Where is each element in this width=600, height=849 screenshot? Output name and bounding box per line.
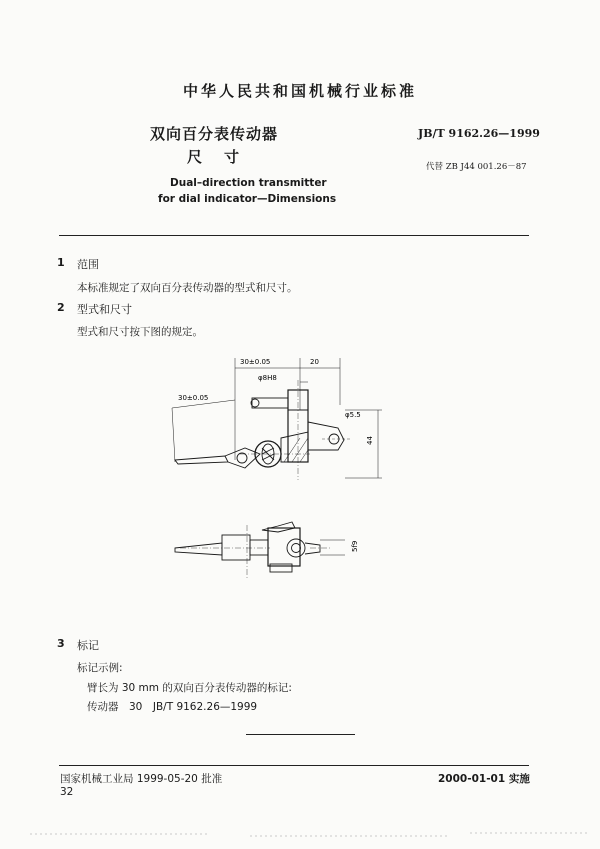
marking-example-label: 标记示例:: [77, 662, 123, 674]
scan-noise: [30, 830, 590, 840]
header-rule: [59, 235, 529, 236]
dim-side-label: 5f9: [351, 540, 359, 552]
footer-rule: [59, 765, 529, 766]
dim-hole-label: φ5.5: [345, 411, 361, 419]
approval-line: 国家机械工业局 1999-05-20 批准: [60, 773, 223, 785]
marking-example-code: 传动器 30 JB/T 9162.26—1999: [87, 701, 258, 713]
title-cn-line2: 尺寸: [187, 148, 262, 166]
section-3-number: 3: [57, 637, 65, 650]
standard-number: JB/T 9162.26—1999: [418, 127, 540, 140]
section-2-text: 型式和尺寸按下图的规定。: [77, 326, 203, 338]
section-2-heading: 型式和尺寸: [77, 303, 132, 316]
end-rule: [246, 734, 355, 735]
dim-right-top-label: 20: [310, 358, 319, 366]
section-1-heading: 范围: [77, 258, 99, 271]
section-1-text: 本标准规定了双向百分表传动器的型式和尺寸。: [77, 282, 298, 294]
dim-top-label: 30±0.05: [240, 358, 271, 366]
title-en-line2: for dial indicator—Dimensions: [158, 193, 337, 205]
dim-height-label: 44: [366, 436, 374, 445]
title-en-line1: Dual–direction transmitter: [170, 177, 327, 189]
dim-left-label: 30±0.05: [178, 394, 209, 402]
replaces-note: 代替 ZB J44 001.26－87: [426, 162, 527, 172]
section-1-number: 1: [57, 256, 65, 269]
page-number: 32: [60, 786, 74, 798]
dim-bore-label: φ8H8: [258, 374, 277, 382]
issuer-title: 中华人民共和国机械行业标准: [182, 82, 417, 100]
title-cn-line1: 双向百分表传动器: [150, 125, 279, 143]
implementation-line: 2000-01-01 实施: [438, 773, 530, 785]
section-2-number: 2: [57, 301, 65, 314]
transmitter-drawing: [150, 350, 400, 590]
marking-example-desc: 臂长为 30 mm 的双向百分表传动器的标记:: [87, 682, 292, 694]
section-3-heading: 标记: [77, 639, 99, 652]
